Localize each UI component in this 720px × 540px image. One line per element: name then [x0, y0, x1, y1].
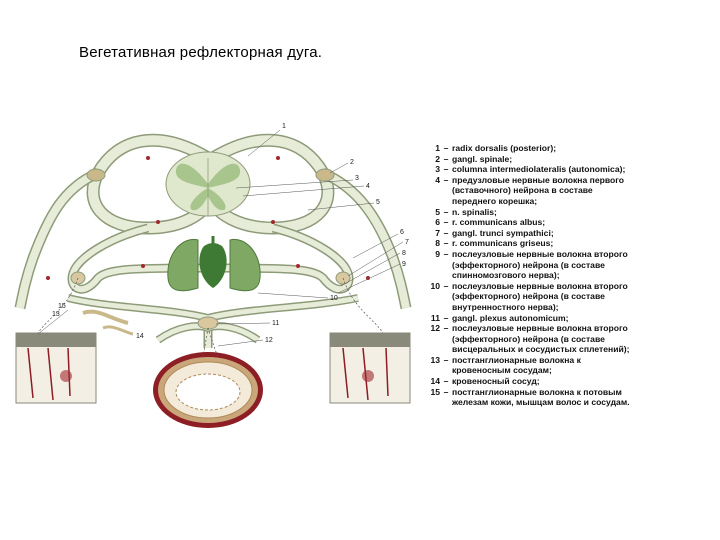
- legend: [430, 143, 716, 408]
- legend-num: 1: [435, 143, 440, 153]
- legend-dash: –: [443, 323, 449, 334]
- callout-8: 8: [402, 250, 406, 257]
- legend-text: gangl. plexus autonomicum;: [452, 312, 569, 323]
- legend-item: [430, 238, 716, 249]
- blood-vessel: [83, 312, 133, 334]
- legend-text: n. spinalis;: [452, 206, 497, 217]
- reflex-arc-diagram: [8, 118, 428, 436]
- legend-num: 6: [435, 217, 440, 228]
- legend-item: [430, 207, 716, 218]
- legend-text: gangl. spinale;: [452, 153, 513, 164]
- legend-dash: –: [443, 354, 449, 365]
- legend-num: 2: [435, 153, 440, 164]
- callout-9: 9: [402, 261, 406, 268]
- callout-7: 7: [405, 239, 409, 246]
- legend-dash: –: [443, 280, 449, 291]
- legend-item: [430, 164, 716, 175]
- legend-dash: –: [443, 238, 449, 249]
- legend-item: [430, 143, 716, 154]
- legend-text: постганглионарные волокна к кровеносным сосудам;: [452, 354, 581, 376]
- legend-item: [430, 387, 716, 408]
- legend-text: предузловые нервные волокна первого (вставочного) нейрона в составе переднего корешка;: [452, 174, 625, 206]
- legend-text: кровеносный сосуд;: [452, 376, 540, 387]
- legend-dash: –: [443, 174, 449, 185]
- legend-item: [430, 154, 716, 165]
- legend-item: [430, 175, 716, 207]
- legend-dash: –: [443, 153, 449, 164]
- legend-dash: –: [443, 143, 449, 153]
- legend-dash: –: [443, 227, 449, 238]
- legend-num: 12: [430, 323, 440, 334]
- legend-item: [430, 228, 716, 239]
- legend-text: gangl. trunci sympathici;: [452, 227, 554, 238]
- legend-text: послеузловые нервные волокна второго (эффекторного) нейрона (в составе внутренностного нерва);: [452, 280, 628, 312]
- legend-item: [430, 249, 716, 281]
- slide-title: Вегетативная рефлекторная дуга.: [79, 44, 323, 61]
- legend-dash: –: [443, 312, 449, 323]
- callout-3: 3: [355, 175, 359, 182]
- legend-num: 5: [435, 206, 440, 217]
- legend-num: 3: [435, 164, 440, 175]
- legend-item: [430, 355, 716, 376]
- legend-dash: –: [443, 386, 449, 397]
- skin-left: [16, 333, 96, 403]
- callout-1: 1: [282, 123, 286, 130]
- callout-14: 14: [136, 333, 144, 340]
- callout-5: 5: [376, 199, 380, 206]
- legend-num: 11: [430, 312, 440, 323]
- thoracic-organs: [168, 236, 260, 291]
- legend-text: послеузловые нервные волокна второго (эффекторного) нейрона (в составе спинномозгового нерва);: [452, 248, 628, 281]
- legend-num: 7: [435, 227, 440, 238]
- legend-item: [430, 217, 716, 228]
- legend-item: [430, 376, 716, 387]
- callout-10: 10: [330, 295, 338, 302]
- intestine-section: [153, 352, 263, 428]
- legend-num: 8: [435, 238, 440, 249]
- callout-13: 13: [52, 311, 60, 318]
- legend-dash: –: [443, 164, 449, 175]
- legend-num: 13: [430, 354, 440, 365]
- legend-item: [430, 323, 716, 355]
- spinal-cord: [166, 152, 250, 216]
- callout-2: 2: [350, 159, 354, 166]
- legend-dash: –: [443, 206, 449, 217]
- callout-12: 12: [265, 337, 273, 344]
- legend-num: 15: [430, 386, 440, 397]
- legend-text: r. communicans griseus;: [452, 238, 554, 249]
- diagram-svg: [8, 118, 428, 436]
- legend-num: 4: [435, 174, 440, 185]
- legend-num: 10: [430, 280, 440, 291]
- legend-text: radix dorsalis (posterior);: [452, 143, 557, 153]
- legend-dash: –: [443, 217, 449, 228]
- skin-right: [330, 333, 410, 403]
- legend-dash: –: [443, 248, 449, 259]
- callout-11: 11: [272, 320, 280, 327]
- legend-text: постганглионарные волокна к потовым железам кожи, мышцам волос и сосудам.: [452, 386, 630, 408]
- legend-num: 9: [435, 248, 440, 259]
- legend-text: послеузловые нервные волокна второго (эффекторного) нейрона (в составе висцеральных и сосудистых сплетений);: [452, 323, 630, 355]
- legend-dash: –: [443, 376, 449, 387]
- legend-item: [430, 281, 716, 313]
- callout-15: 15: [58, 303, 66, 310]
- legend-text: r. communicans albus;: [452, 217, 546, 228]
- legend-num: 14: [430, 376, 440, 387]
- legend-item: [430, 313, 716, 324]
- callout-4: 4: [366, 183, 370, 190]
- legend-text: columna intermediolateralis (autonomica);: [452, 164, 626, 175]
- callout-6: 6: [400, 229, 404, 236]
